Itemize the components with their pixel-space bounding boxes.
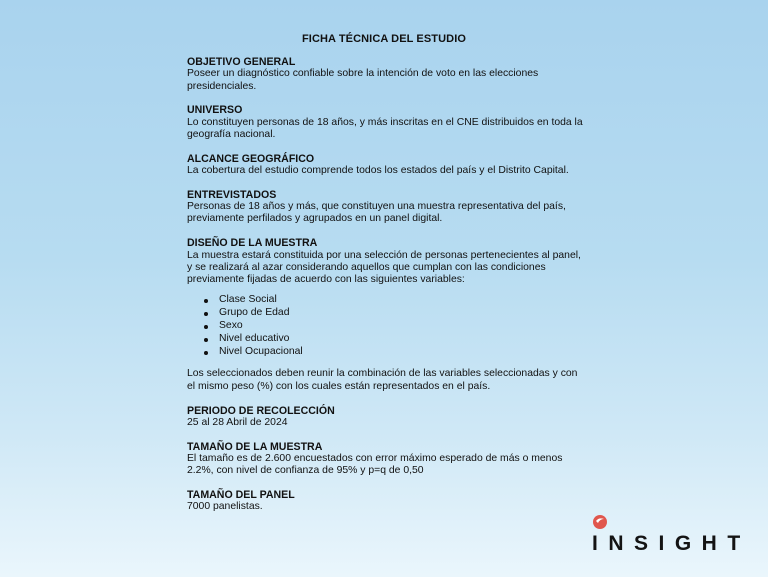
section-heading: OBJETIVO GENERAL [187, 56, 296, 68]
list-item [187, 346, 587, 359]
section-text: 7000 panelistas. [187, 501, 263, 513]
section-text: Personas de 18 años y más, que constituyen una muestra representativa del país, previamente perfilados y agrupados en un panel digital. [187, 201, 566, 225]
insight-logo-text: INSIGHT [592, 532, 751, 555]
bullet-icon [204, 312, 208, 316]
section-text: El tamaño es de 2.600 encuestados con error máximo esperado de más o menos 2.2%, con nivel de confianza de 95% y p=q de 0,50 [187, 452, 563, 477]
section-periodo-recoleccion [187, 405, 587, 430]
section-heading: ENTREVISTADOS [187, 188, 277, 201]
section-heading: TAMAÑO DEL PANEL [187, 489, 295, 502]
section-heading: ALCANCE GEOGRÁFICO [187, 152, 315, 165]
section-objetivo-general [187, 56, 587, 93]
document-body [187, 56, 587, 525]
document-title: FICHA TÉCNICA DEL ESTUDIO [301, 33, 467, 45]
section-heading: PERIODO DE RECOLECCIÓN [187, 404, 335, 417]
section-text: 25 al 28 Abril de 2024 [187, 416, 288, 428]
section-tamano-muestra [187, 441, 587, 478]
insight-logo-mark-icon [592, 514, 608, 530]
bullet-icon [204, 299, 208, 303]
list-item [187, 320, 587, 333]
section-alcance-geografico [187, 153, 587, 178]
section-closing-text: Los seleccionados deben reunir la combinación de las variables seleccionadas y con el mismo peso (%) con los cuales están representados en el país. [187, 368, 578, 392]
list-item-label: Grupo de Edad [219, 307, 290, 319]
list-item [187, 333, 587, 346]
list-item-label: Nivel Ocupacional [219, 345, 303, 357]
section-text: Lo constituyen personas de 18 años, y más inscritas en el CNE distribuidos en toda la geografía nacional. [187, 116, 583, 140]
section-text: La cobertura del estudio comprende todos los estados del país y el Distrito Capital. [187, 165, 569, 177]
section-universo [187, 104, 587, 141]
list-item [187, 307, 587, 320]
list-item [187, 294, 587, 307]
list-item-label: Nivel educativo [219, 332, 290, 344]
section-entrevistados [187, 189, 587, 226]
section-heading: TAMAÑO DE LA MUESTRA [187, 440, 323, 453]
variables-list [187, 294, 587, 358]
section-diseno-muestra [187, 237, 587, 393]
section-text: Poseer un diagnóstico confiable sobre la intención de voto en las elecciones presidenciales. [187, 68, 539, 92]
bullet-icon [204, 338, 208, 342]
section-heading: UNIVERSO [187, 104, 243, 117]
section-heading: DISEÑO DE LA MUESTRA [187, 237, 318, 250]
bullet-icon [204, 351, 208, 355]
section-text: La muestra estará constituida por una selección de personas pertenecientes al panel, y se realizará al azar considerando aquellos que cumplan con las condiciones previamente fijadas de acuerdo con las siguientes variables: [187, 249, 581, 286]
list-item-label: Sexo [219, 320, 243, 332]
list-item-label: Clase Social [219, 294, 277, 306]
bullet-icon [204, 325, 208, 329]
insight-logo [592, 514, 751, 555]
section-tamano-panel [187, 489, 587, 514]
